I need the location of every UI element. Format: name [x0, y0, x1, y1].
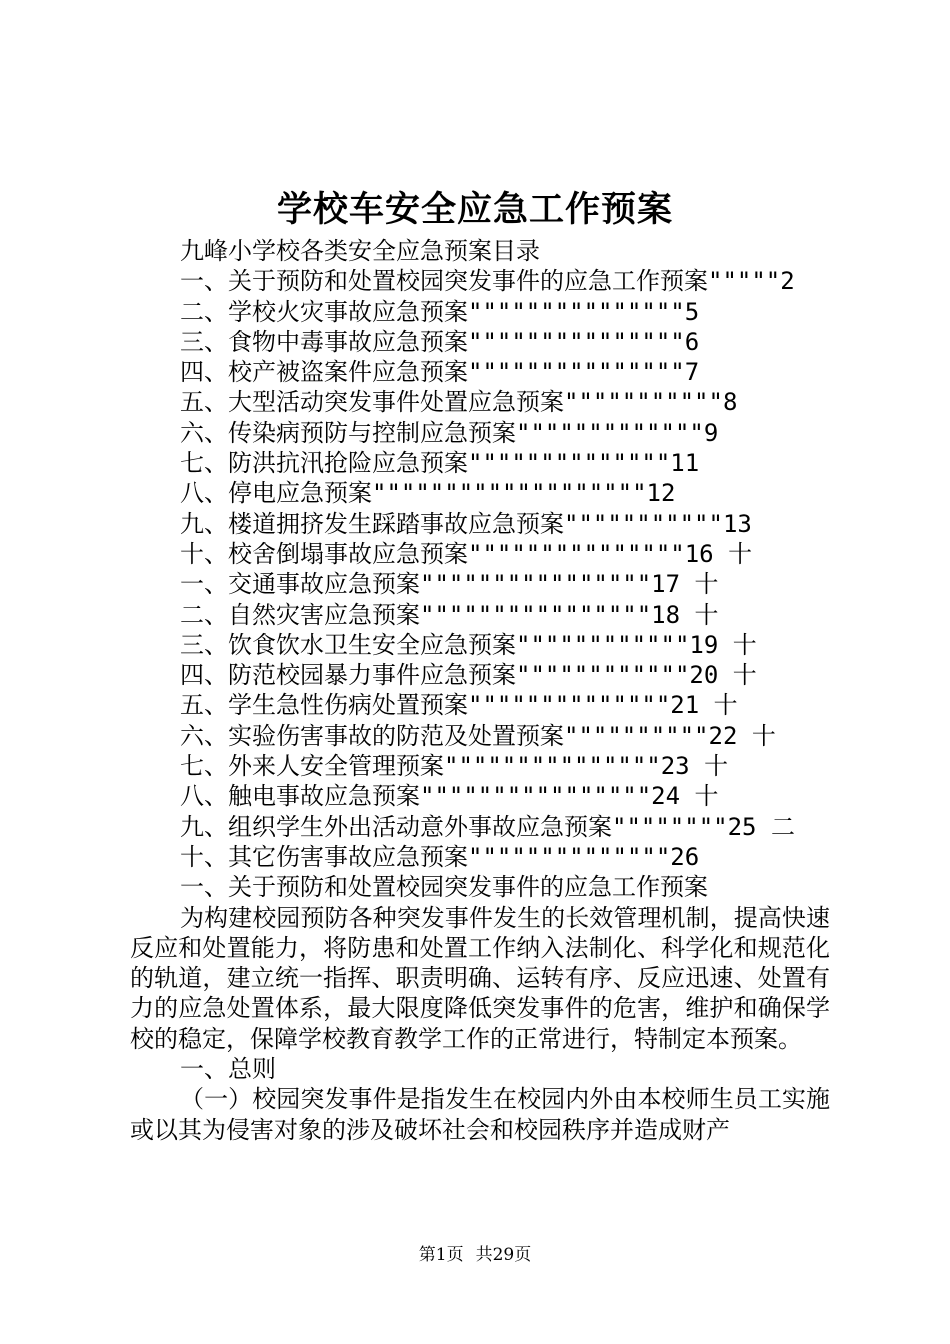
table-of-contents: [130, 266, 830, 872]
toc-entry: 九、楼道拥挤发生踩踏事故应急预案"""""""""""13: [180, 509, 752, 538]
page-number: 第1页: [418, 1245, 464, 1265]
toc-entry: 一、关于预防和处置校园突发事件的应急工作预案"""""2: [180, 267, 795, 296]
toc-heading: 九峰小学校各类安全应急预案目录: [180, 237, 540, 265]
toc-entry: 八、触电事故应急预案""""""""""""""""24 十: [180, 782, 719, 811]
page-total: 共29页: [475, 1245, 532, 1265]
toc-entry: 三、饮食饮水卫生安全应急预案""""""""""""19 十: [180, 630, 757, 659]
toc-entry: 二、自然灾害应急预案""""""""""""""""18 十: [180, 600, 719, 629]
toc-entry: 四、校产被盗案件应急预案"""""""""""""""7: [180, 358, 700, 387]
toc-entry: 六、实验伤害事故的防范及处置预案""""""""""22 十: [180, 721, 776, 750]
toc-entry: 八、停电应急预案"""""""""""""""""""12: [180, 479, 676, 508]
page-footer: [0, 1244, 950, 1266]
toc-entry: 五、大型活动突发事件处置应急预案"""""""""""8: [180, 388, 738, 417]
toc-entry: 七、防洪抗汛抢险应急预案""""""""""""""11: [180, 449, 700, 478]
toc-entry: 四、防范校园暴力事件应急预案""""""""""""20 十: [180, 661, 757, 690]
intro-paragraph: 为构建校园预防各种突发事件发生的长效管理机制，提高快速反应和处置能力，将防患和处置工作纳入法制化、科学化和规范化的轨道，建立统一指挥、职责明确、运转有序、反应迅速、处置有力的应急处置体系，最大限度降低突发事件的危害，维护和确保学校的稳定，保障学校教育教学工作的正常进行，特制定本预案。: [130, 903, 830, 1053]
toc-entry: 五、学生急性伤病处置预案""""""""""""""21 十: [180, 691, 738, 720]
toc-entry: 三、食物中毒事故应急预案"""""""""""""""6: [180, 327, 700, 356]
toc-entry: 七、外来人安全管理预案"""""""""""""""23 十: [180, 752, 729, 781]
toc-entry: 九、组织学生外出活动意外事故应急预案""""""""25 二: [180, 812, 795, 841]
toc-entry: 六、传染病预防与控制应急预案"""""""""""""9: [180, 418, 719, 447]
clause-paragraph: （一）校园突发事件是指发生在校园内外由本校师生员工实施或以其为侵害对象的涉及破坏社会和校园秩序并造成财产: [130, 1085, 830, 1144]
toc-entry: 一、交通事故应急预案""""""""""""""""17 十: [180, 570, 719, 599]
general-heading: 一、总则: [180, 1055, 276, 1084]
document-body: [130, 236, 830, 1145]
toc-entry: 十、校舍倒塌事故应急预案"""""""""""""""16 十: [180, 539, 753, 568]
toc-entry: 二、学校火灾事故应急预案"""""""""""""""5: [180, 297, 700, 326]
toc-entry: 十、其它伤害事故应急预案""""""""""""""26: [180, 842, 700, 871]
document-title: 学校车安全应急工作预案: [276, 189, 673, 230]
section-heading: 一、关于预防和处置校园突发事件的应急工作预案: [180, 873, 708, 902]
